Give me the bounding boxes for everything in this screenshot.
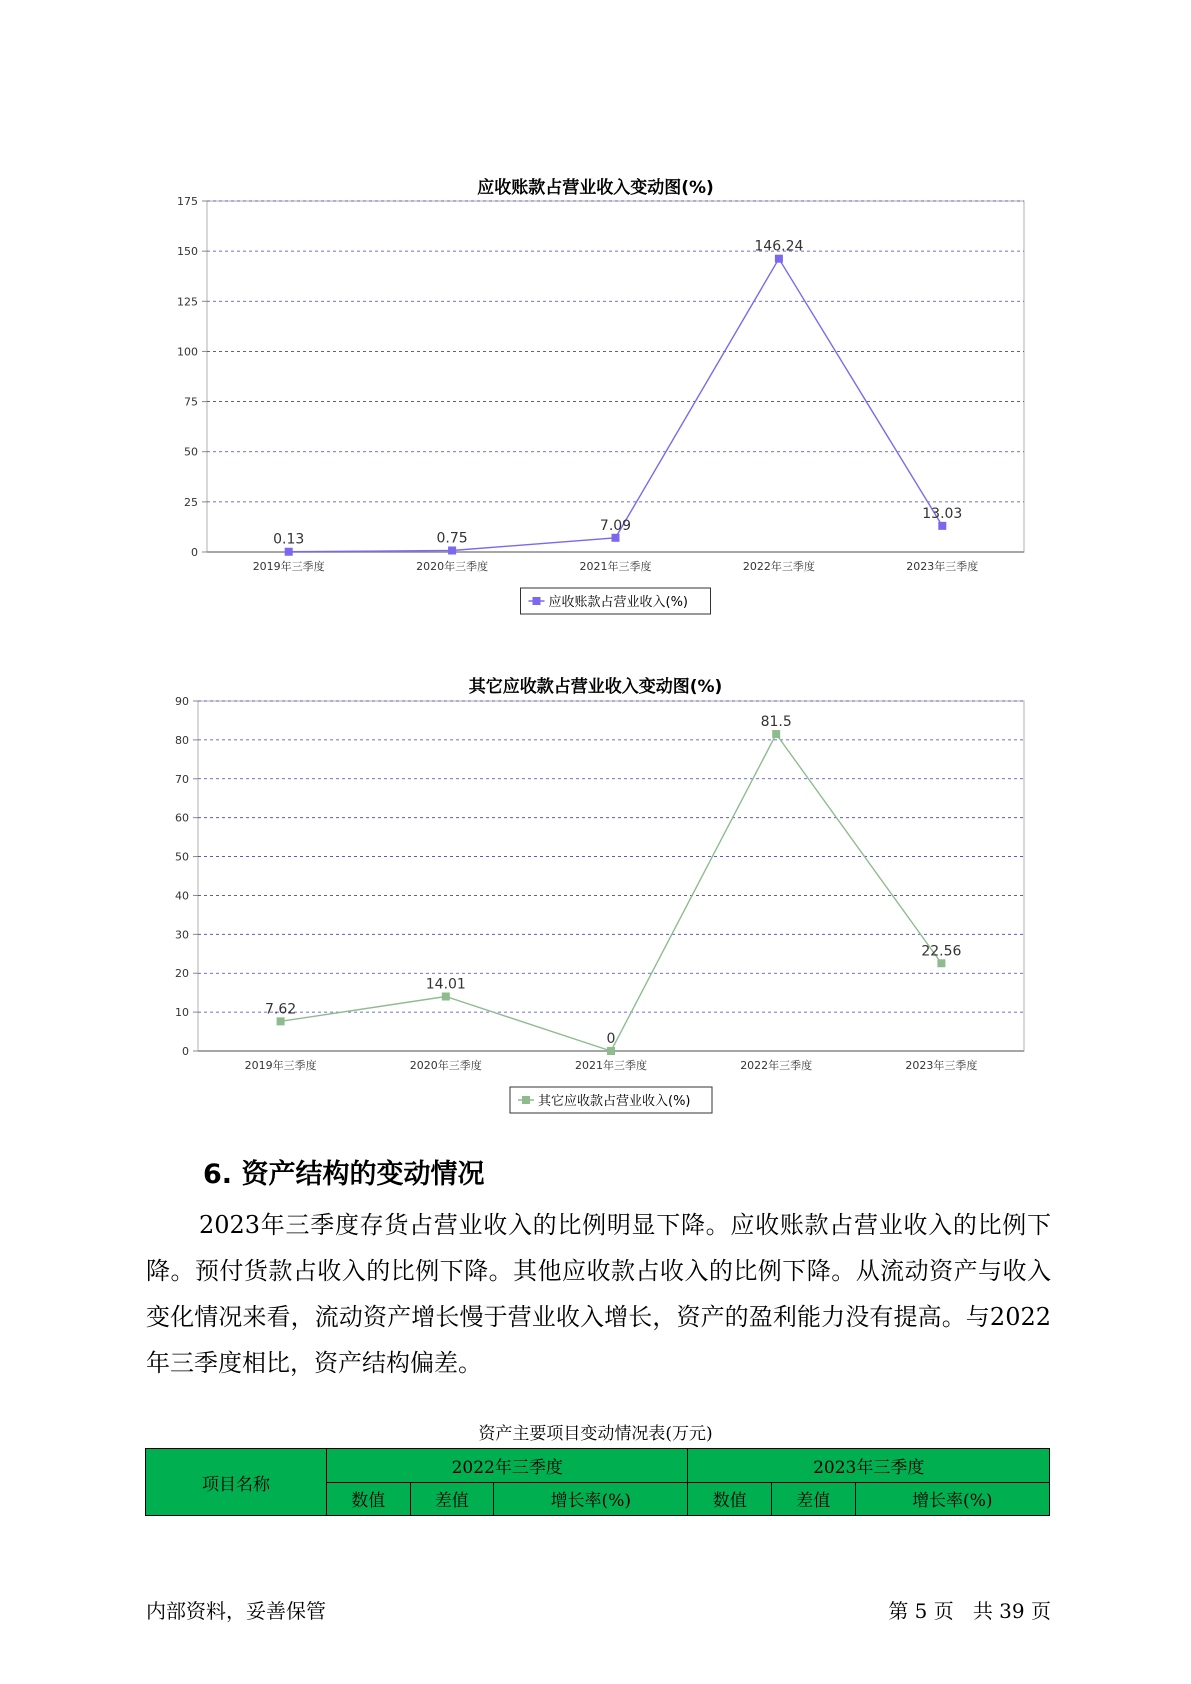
y-tick-label: 60: [175, 811, 189, 825]
data-label: 146.24: [754, 238, 804, 255]
x-tick-label: 2019年三季度: [252, 560, 325, 573]
subheader-diff-2023: 差值: [772, 1482, 856, 1516]
subheader-diff-2022: 差值: [410, 1482, 494, 1516]
footer-confidential-note: 内部资料，妥善保管: [146, 1599, 326, 1623]
data-label: 0.75: [436, 530, 468, 547]
subheader-value-2022: 数值: [327, 1482, 411, 1516]
x-tick-label: 2023年三季度: [906, 560, 979, 573]
plot-area: [207, 201, 1024, 552]
x-tick-label: 2022年三季度: [742, 560, 815, 573]
x-tick-label: 2020年三季度: [409, 1059, 482, 1072]
data-point: [772, 730, 780, 738]
y-tick-label: 125: [177, 295, 198, 309]
data-label: 7.62: [265, 1001, 297, 1018]
legend-label: 应收账款占营业收入(%): [548, 595, 688, 610]
y-tick-label: 40: [175, 889, 189, 903]
footer-page-number: 第 5 页 共 39 页: [888, 1599, 1051, 1623]
data-label: 81.5: [760, 714, 792, 731]
table-header-row: [146, 1449, 1050, 1483]
y-tick-label: 25: [184, 495, 198, 509]
subheader-growth-2023: 增长率(%): [855, 1482, 1049, 1516]
header-period-2022: 2022年三季度: [327, 1449, 688, 1483]
data-label: 14.01: [425, 976, 466, 993]
x-tick-label: 2019年三季度: [244, 1059, 317, 1072]
y-tick-label: 75: [184, 395, 198, 409]
header-item-name: 项目名称: [146, 1449, 327, 1516]
receivables-ratio-chart: [0, 190, 1191, 620]
data-label: 7.09: [599, 517, 632, 534]
data-label: 22.56: [921, 943, 962, 960]
legend-marker: [533, 597, 541, 605]
y-tick-label: 70: [175, 772, 189, 786]
y-tick-label: 10: [175, 1006, 189, 1020]
data-point: [612, 534, 620, 542]
plot-area: [198, 701, 1024, 1051]
data-point: [277, 1017, 285, 1025]
y-tick-label: 50: [175, 850, 189, 864]
y-tick-label: 20: [175, 967, 189, 981]
legend-label: 其它应收款占营业收入(%): [538, 1094, 691, 1109]
x-tick-label: 2020年三季度: [416, 560, 489, 573]
legend-marker: [522, 1096, 530, 1104]
data-point: [442, 993, 450, 1001]
data-point: [775, 255, 783, 263]
other-receivables-ratio-chart: [0, 690, 1191, 1120]
y-tick-label: 80: [175, 733, 189, 747]
data-point: [448, 546, 456, 554]
y-tick-label: 90: [175, 695, 189, 708]
y-tick-label: 30: [175, 928, 189, 942]
data-point: [938, 522, 946, 530]
data-point: [285, 548, 293, 556]
table-caption: 资产主要项目变动情况表(万元): [478, 1424, 713, 1444]
subheader-value-2023: 数值: [688, 1482, 772, 1516]
chart1-title: 应收账款占营业收入变动图(%): [477, 178, 714, 198]
y-tick-label: 150: [177, 245, 198, 259]
y-tick-label: 100: [177, 345, 198, 359]
y-tick-label: 0: [191, 546, 198, 559]
y-tick-label: 50: [184, 445, 198, 459]
x-tick-label: 2023年三季度: [905, 1059, 978, 1072]
y-tick-label: 0: [182, 1045, 189, 1058]
data-label: 0: [606, 1031, 616, 1047]
header-period-2023: 2023年三季度: [688, 1449, 1050, 1483]
chart2-title: 其它应收款占营业收入变动图(%): [468, 677, 723, 697]
data-label: 13.03: [922, 505, 963, 522]
x-tick-label: 2022年三季度: [740, 1059, 813, 1072]
data-label: 0.13: [273, 531, 305, 548]
asset-change-table: [145, 1448, 1050, 1516]
x-tick-label: 2021年三季度: [575, 1059, 647, 1072]
subheader-growth-2022: 增长率(%): [494, 1482, 688, 1516]
analysis-paragraph: 2023年三季度存货占营业收入的比例明显下降。应收账款占营业收入的比例下降。预付货款占收入的比例下降。其他应收款占收入的比例下降。从流动资产与收入变化情况来看，流动资产增长慢于营业收入增长，资产的盈利能力没有提高。与2022年三季度相比，资产结构偏差。: [146, 1211, 1051, 1377]
x-tick-label: 2021年三季度: [579, 560, 652, 573]
y-tick-label: 175: [177, 195, 198, 208]
section-heading: 6. 资产结构的变动情况: [203, 1159, 485, 1190]
data-point: [607, 1047, 615, 1055]
data-point: [937, 959, 945, 967]
